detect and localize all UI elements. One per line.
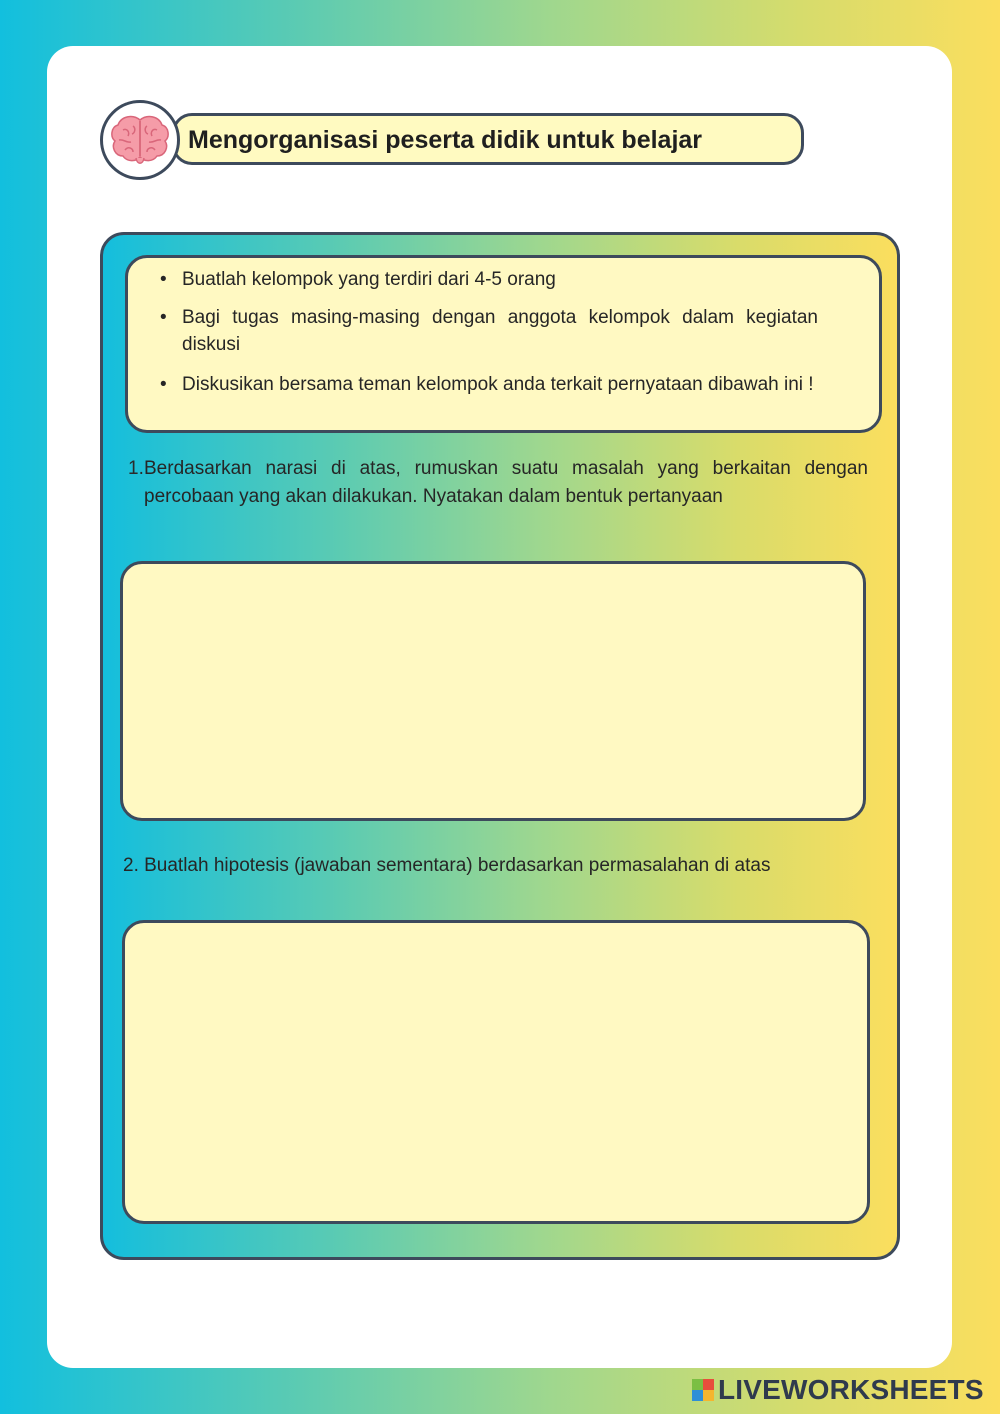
question-1-text: Berdasarkan narasi di atas, rumuskan suatu masalah yang berkaitan dengan percobaan yang akan dilakukan. Nyatakan dalam bentuk pertanyaan [144,458,868,507]
answer-box-1[interactable] [120,561,866,821]
title-icon-circle [100,100,180,180]
liveworksheets-logo-icon [692,1379,714,1401]
activity-panel [100,232,900,1260]
question-1-number: 1. [128,458,144,479]
page-title: Mengorganisasi peserta didik untuk belajar [188,126,703,154]
instruction-item: • Bagi tugas masing-masing dengan anggota kelompok dalam kegiatan diskusi [182,304,818,358]
question-2-text: 2. Buatlah hipotesis (jawaban sementara) berdasarkan permasalahan di atas [123,855,771,876]
brain-icon [109,112,171,168]
instruction-item: • Diskusikan bersama teman kelompok anda terkait pernyataan dibawah ini ! [182,371,837,398]
brand-logo [692,1374,984,1406]
instruction-item: • Buatlah kelompok yang terdiri dari 4-5 orang [182,266,742,293]
answer-box-2[interactable] [122,920,870,1224]
brand-name: LIVEWORKSHEETS [718,1374,984,1405]
section-header [100,100,812,182]
instructions-box [125,255,882,433]
